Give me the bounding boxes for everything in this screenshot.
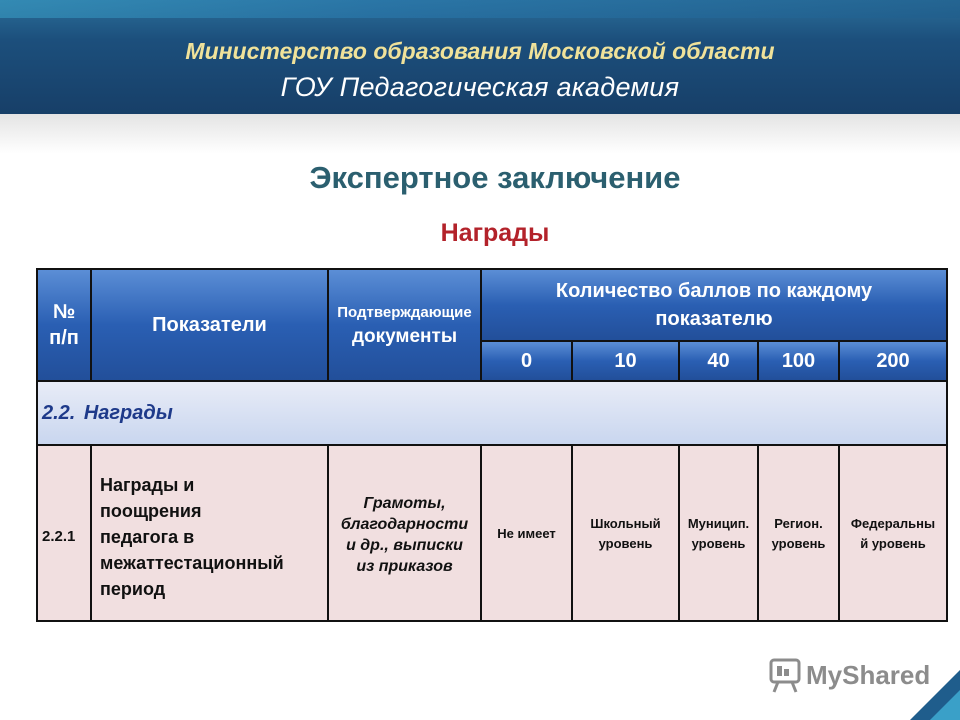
row-level-federal — [839, 445, 947, 621]
table-row — [37, 445, 947, 621]
header-documents-line1: Подтверждающие — [337, 304, 472, 321]
row-level-none — [481, 445, 572, 621]
row-indicator — [91, 445, 328, 621]
row-level-regional — [758, 445, 839, 621]
corner-decoration — [900, 660, 960, 720]
level-line: уровень — [691, 536, 746, 551]
presentation-icon — [768, 658, 802, 694]
level-line: Федеральны — [850, 516, 936, 531]
header-academy: ГОУ Педагогическая академия — [280, 72, 680, 102]
level-line: Не имеет — [497, 526, 556, 541]
header-points-line2: показателю — [655, 308, 773, 330]
level-line: Муницип. — [687, 516, 750, 531]
header-banner — [0, 0, 960, 114]
level-line: уровень — [771, 536, 826, 551]
header-points-0: 0 — [481, 341, 572, 381]
header-points-line1: Количество баллов по каждому — [555, 280, 873, 302]
evaluation-table — [36, 268, 948, 622]
header-points-100: 100 — [758, 341, 839, 381]
section-label: Награды — [83, 401, 173, 424]
header-points-200: 200 — [839, 341, 947, 381]
row-level-municipal — [679, 445, 758, 621]
header-points-10: 10 — [572, 341, 679, 381]
header-col-documents — [328, 269, 481, 381]
row-number: 2.2.1 — [37, 445, 91, 621]
header-number-pp: п/п — [49, 327, 79, 349]
row-documents-line: благодарности — [340, 516, 469, 533]
level-line: Регион. — [774, 516, 823, 531]
watermark-text: MyShared — [806, 660, 931, 690]
section-number: 2.2. — [42, 401, 76, 424]
header-col-points — [481, 269, 947, 341]
section-row — [37, 381, 947, 445]
header-col-number — [37, 269, 91, 381]
row-indicator-line: Награды и — [100, 475, 195, 495]
row-indicator-line: педагога в — [100, 527, 195, 547]
level-line: Школьный — [590, 516, 661, 531]
header-documents-line2: документы — [351, 326, 458, 347]
header-points-40: 40 — [679, 341, 758, 381]
header-number-sign: № — [52, 301, 76, 323]
row-indicator-line: межаттестационный — [100, 553, 284, 573]
row-indicator-line: поощрения — [100, 501, 202, 521]
page-subtitle: Награды — [440, 219, 550, 247]
header-top-strip — [0, 0, 960, 18]
page-title: Экспертное заключение — [309, 160, 681, 195]
row-documents-line: и др., выписки — [346, 537, 463, 554]
header-shadow-band — [0, 114, 960, 154]
row-indicator-line: период — [100, 579, 166, 599]
row-documents — [328, 445, 481, 621]
header-col-indicator: Показатели — [91, 269, 328, 381]
row-level-school — [572, 445, 679, 621]
row-documents-line: из приказов — [356, 558, 453, 575]
level-line: й уровень — [860, 536, 926, 551]
header-ministry: Министерство образования Московской области — [185, 38, 775, 64]
row-documents-line: Грамоты, — [363, 495, 446, 512]
level-line: уровень — [598, 536, 653, 551]
